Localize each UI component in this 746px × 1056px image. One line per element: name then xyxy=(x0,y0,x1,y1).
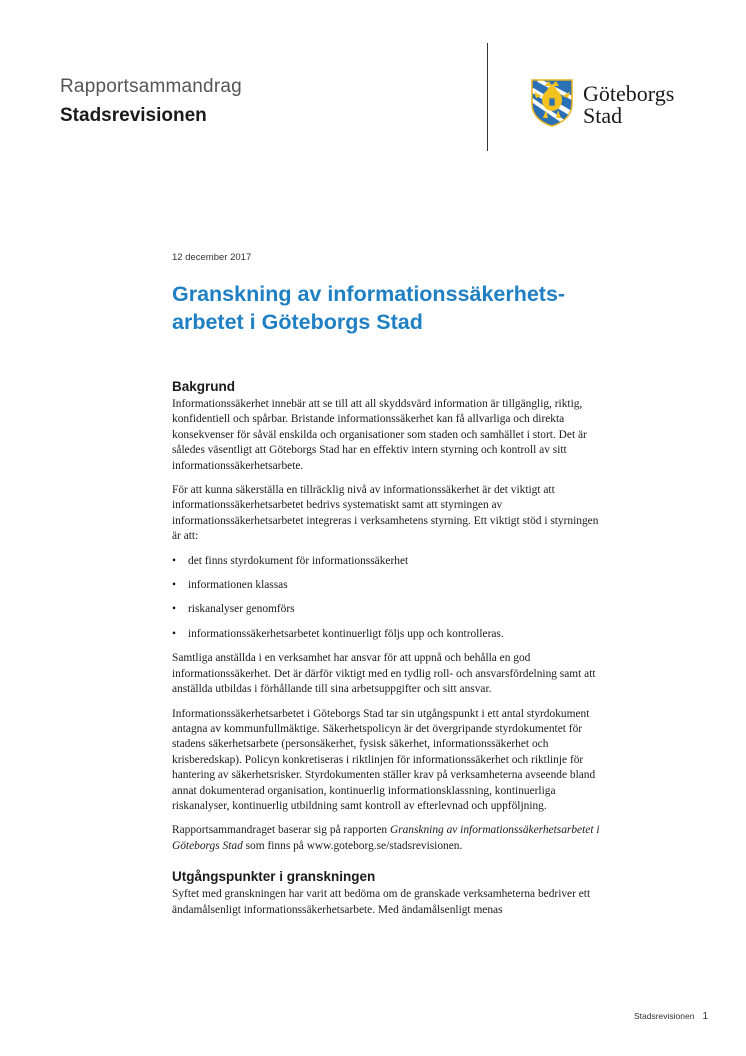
city-coat-of-arms-icon xyxy=(528,76,576,128)
reference-text-end: som finns på www.goteborg.se/stadsrevisionen. xyxy=(242,839,463,852)
paragraph-report-reference xyxy=(172,823,602,854)
document-title xyxy=(172,280,652,336)
paragraph: Informationssäkerhet innebär att se till att all skyddsvärd information är tillgänglig, riktig, konfidentiell och spårbar. Bristande informationssäkerhet kan få allvarliga och direkta konsekvenser för såväl enskilda och organisationer som staden och samhället i stort. Det är således väsentligt att Göteborgs Stad har en effektiv intern styrning och kontroll av sitt informationssäkerhetsarbete. xyxy=(172,398,587,472)
paragraph: För att kunna säkerställa en tillräcklig nivå av informationssäkerhet är det viktigt att informationssäkerhetsarbetet bedrivs systematiskt samt att styrningen av informationssäkerhetsarbetet integreras i verksamhetens styrning. Ett viktigt stöd i styrningen är att: xyxy=(172,484,599,543)
section-heading-background: Bakgrund xyxy=(172,379,236,394)
document-title-line1: Granskning av informationssäkerhets- xyxy=(172,282,566,306)
document-title-line2: arbetet i Göteborgs Stad xyxy=(172,310,423,334)
document-body xyxy=(172,378,602,927)
list-item: • det finns styrdokument för informationssäkerhet xyxy=(172,554,602,569)
list-item: • informationssäkerhetsarbetet kontinuerligt följs upp och kontrolleras. xyxy=(172,627,602,642)
list-item: • riskanalyser genomförs xyxy=(172,602,602,617)
paragraph: Samtliga anställda i en verksamhet har ansvar för att uppnå och behålla en god informationssäkerhet. Det är därför viktigt med en tydlig roll- och ansvarsfördelning samt att anställda utbildas i förhållande till sina arbetsuppgifter och sitt ansvar. xyxy=(172,652,596,696)
report-title-reference: Granskning av informationssäkerhetsarbetet i Göteborgs Stad xyxy=(172,824,600,852)
reference-text: Rapportsammandraget baserar sig på rapporten xyxy=(172,824,390,837)
paragraph: Syftet med granskningen har varit att bedöma om de granskade verksamheterna bedriver ett ändamålsenligt informationssäkerhetsarbete. Med ändamålsenligt menas xyxy=(172,888,591,916)
logo-text-line2: Stad xyxy=(583,103,623,128)
list-item: • informationen klassas xyxy=(172,578,602,593)
paragraph: Informationssäkerhetsarbetet i Göteborgs Stad tar sin utgångspunkt i ett antal styrdokument antagna av kommunfullmäktige. Säkerhetspolicyn är det övergripande styrdokumentet för stadens säkerhetsarbete (personsäkerhet, fysisk säkerhet, informationssäkerhet och krisberedskap). Policyn konkretiseras i riktlinjen för informationssäkerhet och riktlinje för hantering av säkerhetsrisker. Styrdokumenten ställer krav på verksamheterna avseende bland annat dokumenterad organisation, kontinuerlig informationsklassning, kontinuerliga riskanalyser, kontinuerlig utbildning samt kontroll av efterlevnad och uppföljning. xyxy=(172,707,596,812)
report-header xyxy=(60,75,242,129)
footer-label: Stadsrevisionen xyxy=(633,1011,695,1021)
page-number: 1 xyxy=(702,1011,708,1022)
page-footer xyxy=(634,1011,708,1022)
organization-name: Stadsrevisionen xyxy=(60,105,207,126)
report-date: 12 december 2017 xyxy=(172,252,252,263)
report-type: Rapportsammandrag xyxy=(60,76,242,97)
section-heading-starting-points: Utgångspunkter i granskningen xyxy=(172,869,376,885)
bullet-list xyxy=(172,554,602,643)
header-divider xyxy=(487,43,488,151)
goteborgs-stad-logo xyxy=(528,76,674,128)
logo-wordmark xyxy=(583,83,674,127)
logo-text-line1: Göteborgs xyxy=(583,81,675,106)
